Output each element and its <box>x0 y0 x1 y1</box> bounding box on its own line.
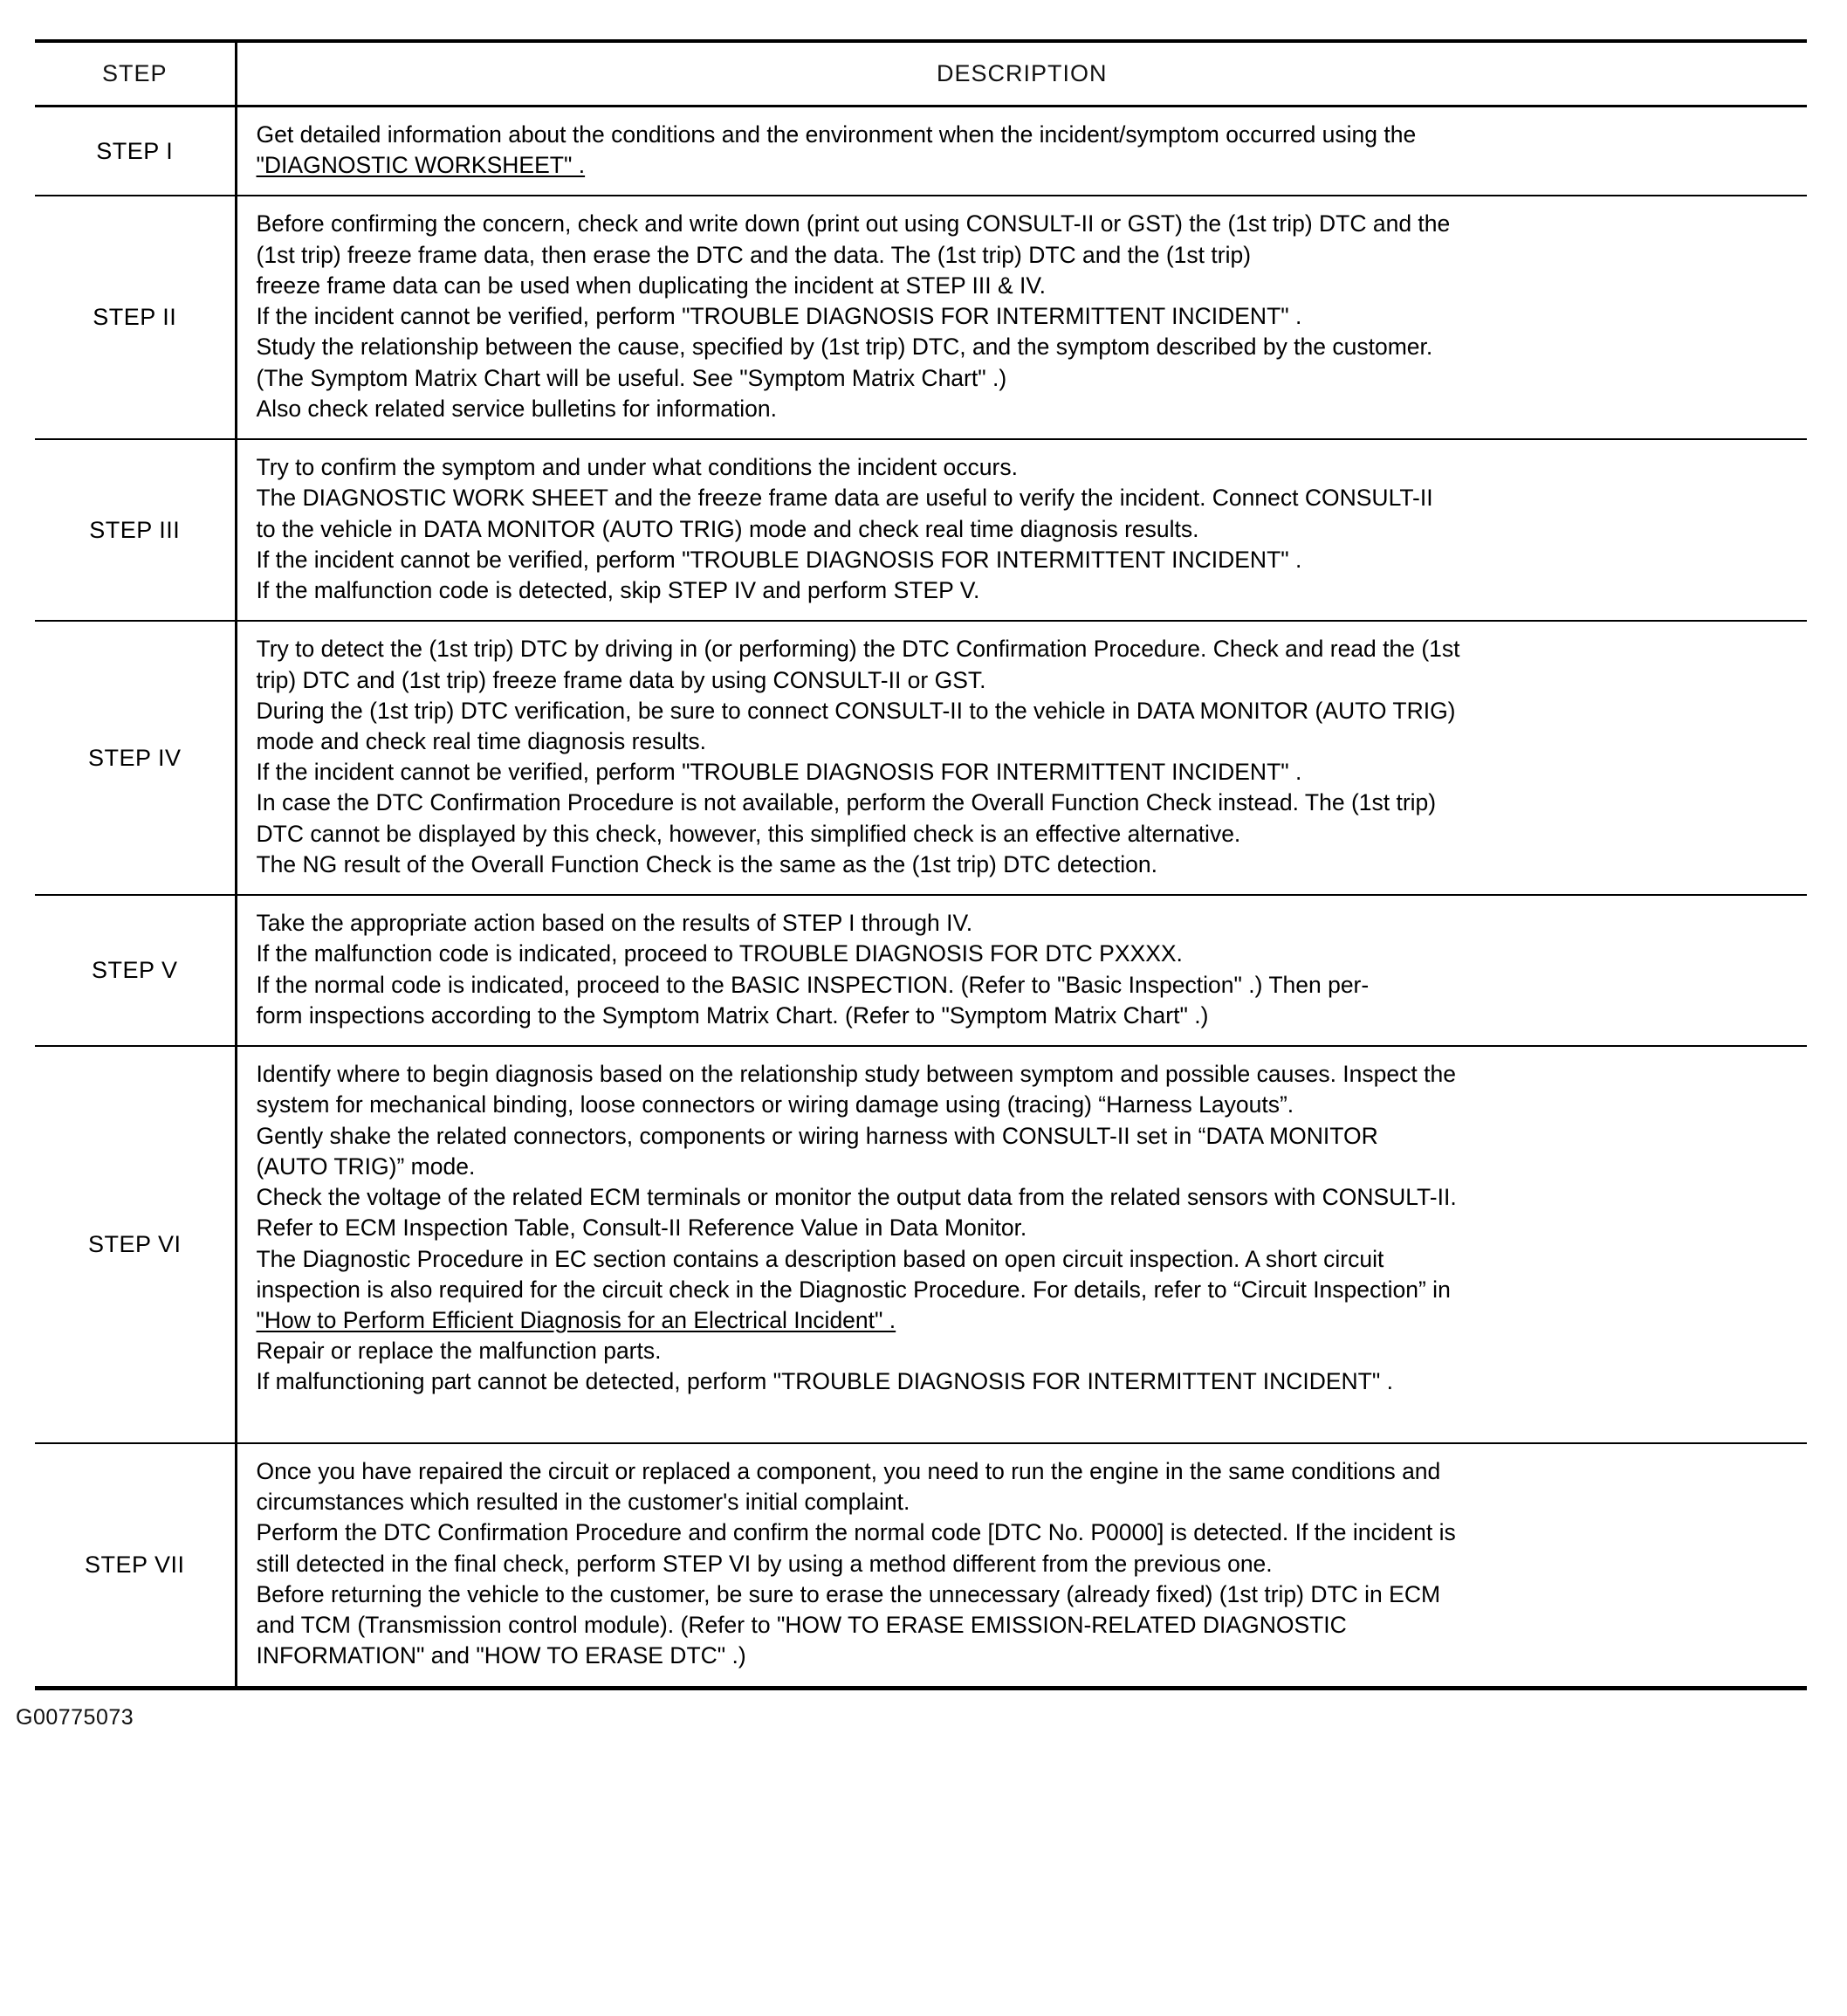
step-description <box>236 1443 1807 1686</box>
header-step-label: STEP <box>101 59 168 86</box>
header-cell-description <box>236 42 1807 107</box>
step-label: STEP III <box>35 439 236 621</box>
step-description <box>236 621 1807 895</box>
description-line-with-link[interactable]: If the incident cannot be verified, perform "TROUBLE DIAGNOSIS FOR INTERMITTENT INCIDENT" . <box>256 303 1302 330</box>
step-label: STEP IV <box>35 621 236 895</box>
description-line: freeze frame data can be used when duplicating the incident at STEP III & IV. <box>256 272 1047 299</box>
description-line: mode and check real time diagnosis results. <box>256 727 707 754</box>
table-row <box>35 1443 1807 1686</box>
description-line: Repair or replace the malfunction parts. <box>256 1338 662 1365</box>
step-label: STEP VI <box>35 1046 236 1443</box>
description-line-with-link[interactable]: form inspections according to the Symptom Matrix Chart. (Refer to "Symptom Matrix Chart" .) <box>256 1001 1209 1029</box>
diagnostic-steps-table <box>35 42 1807 1686</box>
figure-code: G00775073 <box>16 1705 134 1730</box>
description-line-with-link[interactable]: (The Symptom Matrix Chart will be useful. See "Symptom Matrix Chart" .) <box>256 364 1007 391</box>
table-row <box>35 1046 1807 1443</box>
description-line: Gently shake the related connectors, components or wiring harness with CONSULT-II set in “DATA MONITOR <box>256 1122 1378 1149</box>
step-label: STEP II <box>35 196 236 439</box>
description-link[interactable]: "DIAGNOSTIC WORKSHEET" . <box>256 152 586 179</box>
description-line-with-link[interactable]: If the incident cannot be verified, perform "TROUBLE DIAGNOSIS FOR INTERMITTENT INCIDENT" . <box>256 546 1302 573</box>
description-line: circumstances which resulted in the customer's initial complaint. <box>256 1489 910 1516</box>
description-line: Try to detect the (1st trip) DTC by driving in (or performing) the DTC Confirmation Procedure. Check and read the (1st <box>256 636 1460 663</box>
step-description <box>236 196 1807 439</box>
description-line: trip) DTC and (1st trip) freeze frame data by using CONSULT-II or GST. <box>256 666 986 693</box>
step-description <box>236 439 1807 621</box>
description-line: Perform the DTC Confirmation Procedure and confirm the normal code [DTC No. P0000] is detected. If the incident is <box>256 1519 1456 1546</box>
description-line: Identify where to begin diagnosis based on the relationship study between symptom and possible causes. Inspect the <box>256 1061 1456 1088</box>
table-row <box>35 621 1807 895</box>
table-row <box>35 196 1807 439</box>
description-line: (1st trip) freeze frame data, then erase the DTC and the data. The (1st trip) DTC and the (1st trip) <box>256 241 1252 268</box>
description-line: still detected in the final check, perform STEP VI by using a method different from the previous one. <box>256 1550 1273 1577</box>
description-line: Try to confirm the symptom and under what conditions the incident occurs. <box>256 454 1018 481</box>
header-cell-step <box>35 42 236 107</box>
description-line: system for mechanical binding, loose connectors or wiring damage using (tracing) “Harness Layouts”. <box>256 1091 1294 1118</box>
description-line: Also check related service bulletins for information. <box>256 395 778 422</box>
step-label: STEP VII <box>84 1551 185 1578</box>
table-row <box>35 107 1807 196</box>
description-line: Check the voltage of the related ECM terminals or monitor the output data from the related sensors with CONSULT-II. <box>256 1184 1457 1211</box>
description-line: Take the appropriate action based on the results of STEP I through IV. <box>256 910 973 937</box>
description-line: If the malfunction code is indicated, proceed to TROUBLE DIAGNOSIS FOR DTC PXXXX. <box>256 940 1183 967</box>
description-line: DTC cannot be displayed by this check, however, this simplified check is an effective alternative. <box>256 820 1241 847</box>
table-bottom-border <box>35 1686 1807 1690</box>
step-description <box>236 1046 1807 1443</box>
header-description-label: DESCRIPTION <box>936 59 1108 86</box>
description-line: The NG result of the Overall Function Check is the same as the (1st trip) DTC detection. <box>256 850 1157 877</box>
description-line: Get detailed information about the conditions and the environment when the incident/symptom occurred using the <box>256 121 1417 148</box>
description-line: In case the DTC Confirmation Procedure is not available, perform the Overall Function Check instead. The (1st trip) <box>256 789 1437 816</box>
description-line: The DIAGNOSTIC WORK SHEET and the freeze frame data are useful to verify the incident. Connect CONSULT-II <box>256 485 1433 512</box>
description-line: (AUTO TRIG)” mode. <box>256 1152 476 1180</box>
table-row <box>35 439 1807 621</box>
description-line: Refer to ECM Inspection Table, Consult-II Reference Value in Data Monitor. <box>256 1214 1027 1242</box>
description-line: Before returning the vehicle to the customer, be sure to erase the unnecessary (already fixed) (1st trip) DTC in ECM <box>256 1580 1441 1607</box>
table-header-row <box>35 42 1807 107</box>
description-line-with-link[interactable]: and TCM (Transmission control module). (Refer to "HOW TO ERASE EMISSION-RELATED DIAGNOSTIC <box>256 1612 1347 1639</box>
step-label: STEP I <box>35 107 236 196</box>
description-line-with-link[interactable]: If the incident cannot be verified, perform "TROUBLE DIAGNOSIS FOR INTERMITTENT INCIDENT" . <box>256 759 1302 786</box>
description-line-with-link[interactable]: If the normal code is indicated, proceed to the BASIC INSPECTION. (Refer to "Basic Inspection" .) Then per- <box>256 971 1370 998</box>
description-line-with-link[interactable]: If malfunctioning part cannot be detected, perform "TROUBLE DIAGNOSIS FOR INTERMITTENT INCIDENT" . <box>256 1368 1393 1395</box>
description-line: Once you have repaired the circuit or replaced a component, you need to run the engine in the same conditions and <box>256 1457 1441 1484</box>
description-line: If the malfunction code is detected, skip STEP IV and perform STEP V. <box>256 577 980 604</box>
description-link[interactable]: "How to Perform Efficient Diagnosis for an Electrical Incident" . <box>256 1306 896 1333</box>
table-row <box>35 895 1807 1046</box>
description-line: Study the relationship between the cause, specified by (1st trip) DTC, and the symptom described by the customer. <box>256 334 1433 361</box>
description-line: inspection is also required for the circuit check in the Diagnostic Procedure. For details, refer to “Circuit Inspection” in <box>256 1276 1451 1303</box>
step-label: STEP V <box>35 895 236 1046</box>
step-description <box>236 107 1807 196</box>
description-line: Before confirming the concern, check and write down (print out using CONSULT-II or GST) the (1st trip) DTC and the <box>256 210 1451 237</box>
description-line: to the vehicle in DATA MONITOR (AUTO TRIG) mode and check real time diagnosis results. <box>256 515 1199 542</box>
description-line: During the (1st trip) DTC verification, be sure to connect CONSULT-II to the vehicle in DATA MONITOR (AUTO TRIG) <box>256 697 1456 724</box>
step-description <box>236 895 1807 1046</box>
description-line-with-link[interactable]: INFORMATION" and "HOW TO ERASE DTC" .) <box>256 1642 746 1669</box>
description-line: The Diagnostic Procedure in EC section contains a description based on open circuit inspection. A short circuit <box>256 1245 1384 1272</box>
